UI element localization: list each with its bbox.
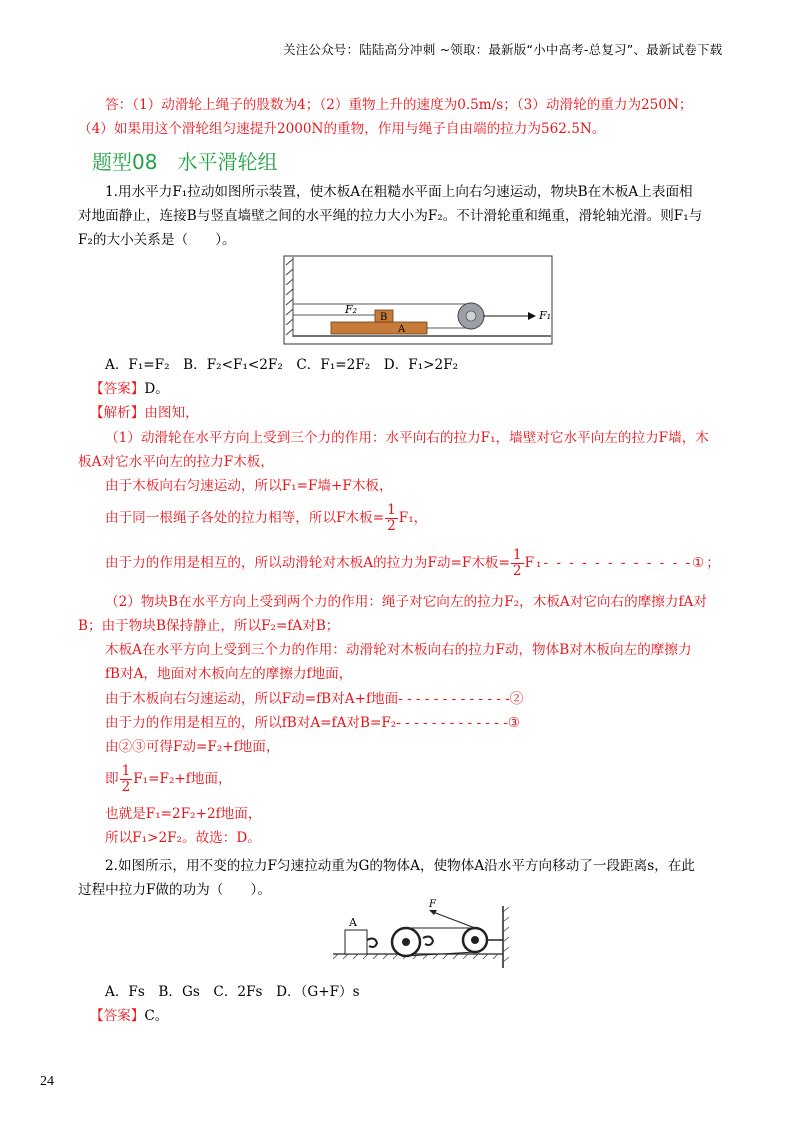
p1e [105, 548, 722, 579]
answer-tag: 【答案】 [90, 381, 145, 397]
fraction-num: 1 [387, 502, 396, 518]
hook [367, 939, 377, 947]
analysis-intro: 由图知， [144, 405, 199, 421]
q2-options: A．Fs B．Gs C．2Fs D．（G+F）s [105, 984, 360, 1000]
p2a: （2）物块B在水平方向上受到两个力的作用：绳子对它向左的拉力F₂，木板A对它向右的摩擦力fA对 [105, 594, 707, 610]
plank-a [331, 322, 427, 334]
p1c: 由于木板向右匀速运动，所以F₁=F墙+F木板， [105, 478, 393, 494]
answer-tag: 【答案】 [90, 1008, 145, 1024]
q1-line-2: 对地面静止，连接B与竖直墙壁之间的水平绳的拉力大小为F₂。不计滑轮重和绳重，滑轮轴光滑。则F₁与 [78, 208, 703, 224]
p2d: fB对A，地面对木板向左的摩擦力f地面， [105, 666, 353, 682]
block-a [345, 930, 367, 954]
q1-analysis [90, 403, 199, 423]
p1e-post: F₁- - - - - - - - - - - -①； [524, 555, 722, 571]
p2h-post: F₁=F₂+f地面， [133, 771, 232, 787]
p1d [105, 503, 427, 534]
page-number: 24 [40, 1074, 54, 1089]
answer-value: C。 [144, 1008, 169, 1024]
q1-line-1: 1.用水平力F₁拉动如图所示装置，使木板A在粗糙水平面上向右匀速运动，物块B在木板A上表面相 [105, 184, 693, 200]
prev-answer-line-1: 答：（1）动滑轮上绳子的股数为4；（2）重物上升的速度为0.5m/s；（3）动滑轮的重力为250N； [105, 97, 693, 113]
q1-answer [90, 379, 169, 399]
q2-line-2: 过程中拉力F做的功为（ ）。 [78, 882, 271, 898]
ground-hatch [333, 954, 498, 959]
force-arrow-head [429, 910, 437, 915]
q1-figure [283, 255, 553, 345]
p2i: 也就是F₁=2F₂+2f地面， [105, 806, 262, 822]
q2-line-1: 2.如图所示，用不变的拉力F匀速拉动重为G的物体A，使物体A沿水平方向移动了一段距离s，在此 [105, 858, 696, 874]
fraction-num: 1 [512, 547, 522, 563]
fraction-half [120, 764, 133, 795]
q1-line-3: F₂的大小关系是（ ）。 [78, 232, 236, 248]
p1e-pre: 由于力的作用是相互的，所以动滑轮对木板A的拉力为F动=F木板= [105, 555, 510, 571]
label-f2: F₂ [345, 303, 358, 316]
label-a: A [398, 324, 406, 335]
label-b: B [380, 312, 388, 323]
hook-2 [423, 937, 433, 945]
page-header: 关注公众号：陆陆高分冲刺 ~领取：最新版“小中高考-总复习”、最新试卷下载 [283, 42, 723, 57]
answer-value: D。 [144, 381, 169, 397]
fixed-pulley-axle [471, 936, 479, 944]
p2c: 木板A在水平方向上受到三个力的作用：动滑轮对木板向右的拉力F动，物体B对木板向左的摩擦力 [105, 642, 692, 658]
p1a: （1）动滑轮在水平方向上受到三个力的作用：水平向右的拉力F₁，墙壁对它水平向左的拉力F墙，木 [105, 430, 709, 446]
label-a: A [349, 916, 357, 929]
pulley-axle [466, 311, 476, 321]
pulley-axle [402, 938, 410, 946]
p2j: 所以F₁>2F₂。故选：D。 [105, 830, 261, 846]
p2e: 由于木板向右匀速运动，所以F动=fB对A+f地面- - - - - - - - - - - - -② [105, 691, 524, 707]
fraction-num: 1 [121, 763, 131, 779]
p2b: B；由于物块B保持静止，所以F₂=fA对B； [78, 618, 340, 634]
p2h [105, 764, 232, 795]
fraction-den: 2 [512, 563, 522, 579]
p1d-pre: 由于同一根绳子各处的拉力相等，所以F木板= [105, 510, 385, 526]
fraction-half [511, 548, 524, 579]
analysis-tag: 【解析】 [90, 405, 145, 421]
fraction-half [385, 503, 398, 534]
section-title: 题型08 水平滑轮组 [92, 150, 278, 174]
prev-answer-line-2: （4）如果用这个滑轮组匀速提升2000N的重物，作用与绳子自由端的拉力为562.5N。 [78, 121, 606, 137]
label-f: F [429, 899, 436, 910]
q2-figure [333, 898, 523, 970]
p2g: 由②③可得F动=F₂+f地面， [105, 739, 280, 755]
q1-options: A．F₁=F₂ B．F₂<F₁<2F₂ C．F₁=2F₂ D．F₁>2F₂ [105, 357, 459, 373]
label-f1: F₁ [539, 309, 552, 322]
p1d-post: F₁， [398, 510, 428, 526]
p1b: 板A对它水平向左的拉力F木板， [78, 454, 274, 470]
p2h-pre: 即 [105, 771, 119, 787]
fraction-den: 2 [387, 518, 396, 534]
wall-hatch [503, 907, 509, 962]
p2f: 由于力的作用是相互的，所以fB对A=fA对B=F₂- - - - - - - - - - - - -③ [105, 715, 520, 731]
fraction-den: 2 [121, 779, 131, 795]
q2-answer [90, 1006, 168, 1026]
force-line [433, 912, 475, 928]
